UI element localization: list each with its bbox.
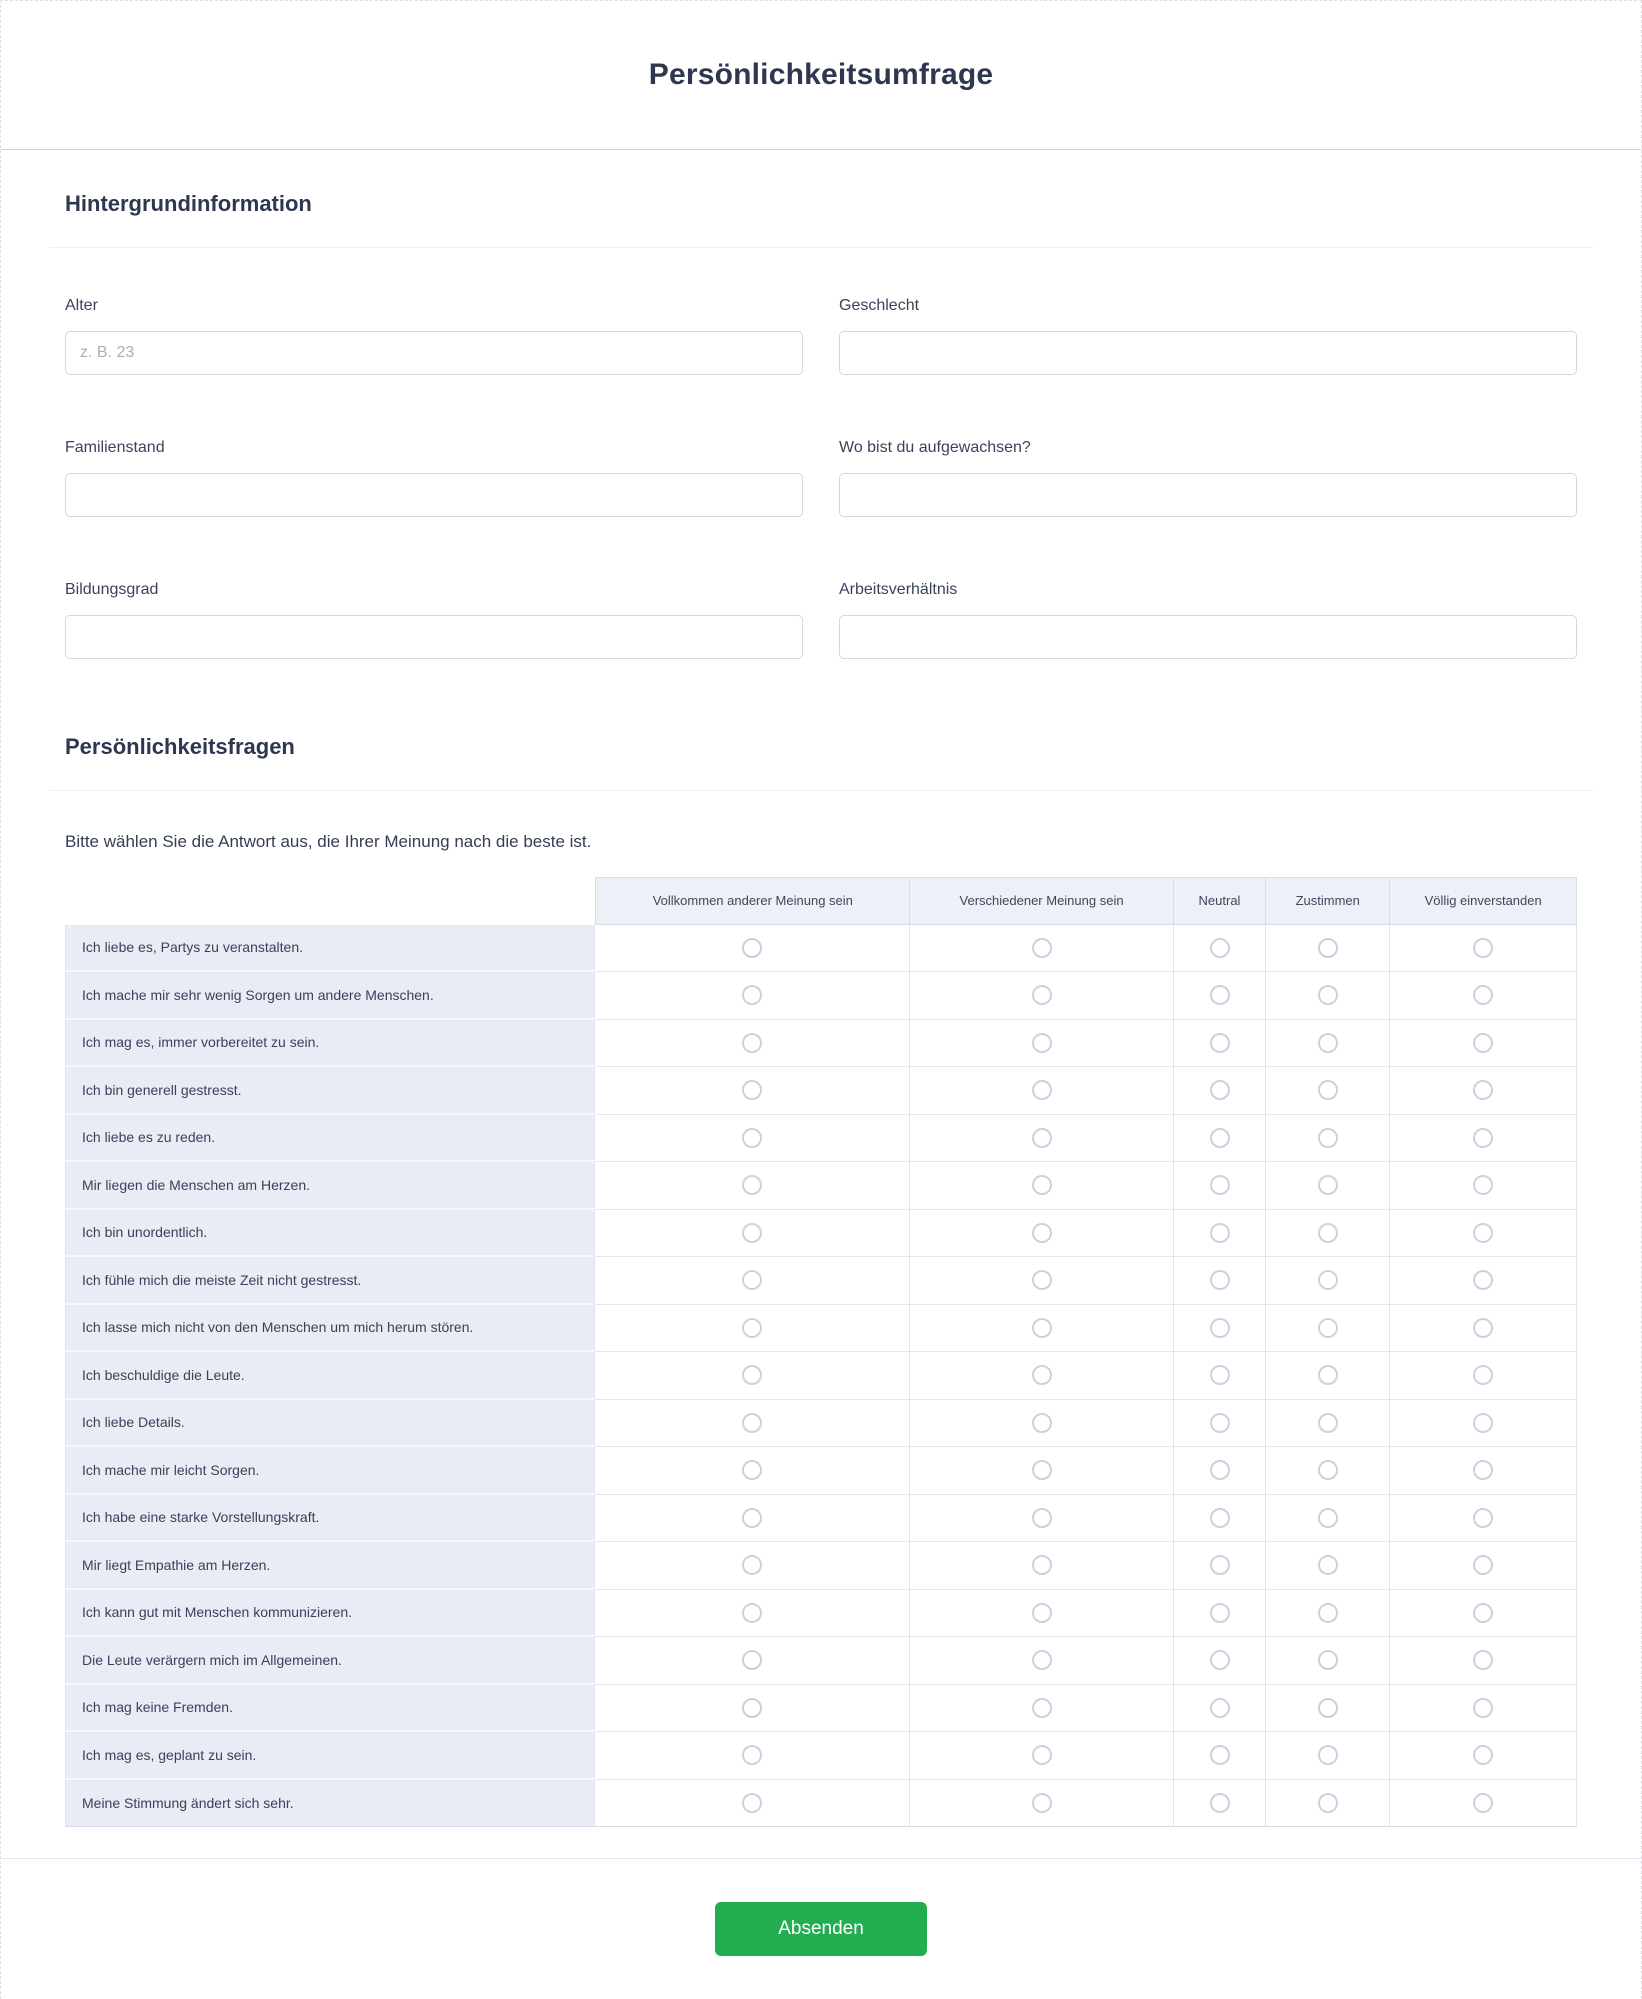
matrix-cell [595,1542,910,1590]
alter-input[interactable] [65,331,803,375]
matrix-cell [595,1637,910,1685]
matrix-cell [1266,1780,1390,1828]
radio-button-row6-col1[interactable] [742,1175,762,1195]
matrix-column-header: Neutral [1174,877,1266,925]
matrix-cell [1174,925,1266,973]
matrix-cell [1390,1590,1577,1638]
matrix-cell [595,1447,910,1495]
field-group-alter [65,296,803,375]
matrix-cell [1174,1162,1266,1210]
matrix-cell [1266,925,1390,973]
matrix-cell [1174,1590,1266,1638]
matrix-column-header: Völlig einverstanden [1390,877,1577,925]
matrix-statement: Meine Stimmung ändert sich sehr. [65,1780,595,1828]
radio-button-row11-col5[interactable] [1473,1413,1493,1433]
radio-button-row16-col4[interactable] [1318,1650,1338,1670]
matrix-column-header: Vollkommen anderer Meinung sein [595,877,910,925]
radio-button-row16-col5[interactable] [1473,1650,1493,1670]
matrix-cell [1174,1067,1266,1115]
matrix-cell [1390,1447,1577,1495]
matrix-cell [595,1162,910,1210]
matrix-cell [1174,1495,1266,1543]
radio-button-row17-col5[interactable] [1473,1698,1493,1718]
radio-button-row5-col2[interactable] [1032,1128,1052,1148]
field-group-wo-aufgewachsen [839,438,1577,517]
wo-aufgewachsen-input[interactable] [839,473,1577,517]
matrix-statement: Ich liebe es zu reden. [65,1115,595,1163]
matrix-column-header: Zustimmen [1266,877,1390,925]
matrix-statement: Ich lasse mich nicht von den Menschen um mich herum stören. [65,1305,595,1353]
radio-button-row8-col2[interactable] [1032,1270,1052,1290]
radio-button-row14-col2[interactable] [1032,1555,1052,1575]
form-footer [1,1858,1641,1999]
matrix-cell [595,1352,910,1400]
matrix-cell [910,1257,1174,1305]
matrix-cell [1174,1637,1266,1685]
radio-button-row8-col3[interactable] [1210,1270,1230,1290]
matrix-cell [910,1590,1174,1638]
radio-button-row16-col2[interactable] [1032,1650,1052,1670]
matrix-cell [1266,1257,1390,1305]
matrix-cell [595,1495,910,1543]
matrix-cell [1266,1115,1390,1163]
bildungsgrad-label: Bildungsgrad [65,581,159,598]
radio-button-row19-col3[interactable] [1210,1793,1230,1813]
matrix-cell [1174,1732,1266,1780]
matrix-cell [1174,1020,1266,1068]
radio-button-row14-col5[interactable] [1473,1555,1493,1575]
matrix-statement: Ich bin generell gestresst. [65,1067,595,1115]
radio-button-row18-col4[interactable] [1318,1745,1338,1765]
matrix-cell [1266,1400,1390,1448]
radio-button-row5-col3[interactable] [1210,1128,1230,1148]
radio-button-row19-col1[interactable] [742,1793,762,1813]
matrix-statement: Ich mag es, immer vorbereitet zu sein. [65,1020,595,1068]
matrix-column-header: Verschiedener Meinung sein [910,877,1174,925]
radio-button-row9-col1[interactable] [742,1318,762,1338]
matrix-cell [1266,1637,1390,1685]
radio-button-row3-col2[interactable] [1032,1033,1052,1053]
radio-button-row13-col5[interactable] [1473,1508,1493,1528]
matrix-cell [1266,1590,1390,1638]
alter-label: Alter [65,297,98,314]
matrix-cell [1174,1400,1266,1448]
matrix-cell [595,1257,910,1305]
radio-button-row17-col4[interactable] [1318,1698,1338,1718]
matrix-cell [1174,1542,1266,1590]
spacer [65,1827,1577,1858]
matrix-cell [1390,1257,1577,1305]
form-body [1,150,1641,1858]
radio-button-row11-col1[interactable] [742,1413,762,1433]
matrix-cell [1266,1020,1390,1068]
radio-button-row1-col3[interactable] [1210,938,1230,958]
radio-button-row6-col5[interactable] [1473,1175,1493,1195]
matrix-cell [910,1780,1174,1828]
matrix-cell [910,972,1174,1020]
matrix-cell [1390,1495,1577,1543]
arbeitsverhaeltnis-input[interactable] [839,615,1577,659]
matrix-statement: Ich beschuldige die Leute. [65,1352,595,1400]
matrix-cell [910,1400,1174,1448]
matrix-cell [1390,1542,1577,1590]
matrix-cell [910,1352,1174,1400]
matrix-cell [1390,1732,1577,1780]
radio-button-row15-col1[interactable] [742,1603,762,1623]
matrix-cell [1174,1115,1266,1163]
matrix-cell [910,1447,1174,1495]
matrix-cell [910,1637,1174,1685]
radio-button-row18-col3[interactable] [1210,1745,1230,1765]
radio-button-row17-col2[interactable] [1032,1698,1052,1718]
radio-button-row12-col5[interactable] [1473,1460,1493,1480]
radio-button-row10-col3[interactable] [1210,1365,1230,1385]
section-title-background: Hintergrundinformation [65,191,312,216]
radio-button-row4-col1[interactable] [742,1080,762,1100]
radio-button-row14-col4[interactable] [1318,1555,1338,1575]
radio-button-row3-col1[interactable] [742,1033,762,1053]
matrix-cell [1266,1685,1390,1733]
radio-button-row13-col4[interactable] [1318,1508,1338,1528]
radio-button-row19-col2[interactable] [1032,1793,1052,1813]
radio-button-row19-col4[interactable] [1318,1793,1338,1813]
radio-button-row8-col1[interactable] [742,1270,762,1290]
radio-button-row15-col4[interactable] [1318,1603,1338,1623]
radio-button-row7-col4[interactable] [1318,1223,1338,1243]
matrix-cell [1390,1067,1577,1115]
matrix-statement: Ich liebe es, Partys zu veranstalten. [65,925,595,973]
radio-button-row5-col4[interactable] [1318,1128,1338,1148]
matrix-statement: Ich mache mir leicht Sorgen. [65,1447,595,1495]
radio-button-row2-col2[interactable] [1032,985,1052,1005]
matrix-cell [1266,1732,1390,1780]
matrix-cell [1390,972,1577,1020]
matrix-cell [910,1210,1174,1258]
radio-button-row15-col3[interactable] [1210,1603,1230,1623]
matrix-cell [1390,1162,1577,1210]
matrix-cell [910,1305,1174,1353]
field-group-arbeitsverhaeltnis [839,580,1577,659]
section-title-personality: Persönlichkeitsfragen [65,734,295,759]
radio-button-row12-col1[interactable] [742,1460,762,1480]
matrix-cell [1174,1352,1266,1400]
radio-button-row19-col5[interactable] [1473,1793,1493,1813]
matrix-cell [1390,1210,1577,1258]
radio-button-row7-col2[interactable] [1032,1223,1052,1243]
matrix-cell [1390,1685,1577,1733]
radio-button-row6-col2[interactable] [1032,1175,1052,1195]
matrix-cell [595,1590,910,1638]
radio-button-row14-col3[interactable] [1210,1555,1230,1575]
matrix-cell [1174,1305,1266,1353]
field-group-familienstand [65,438,803,517]
radio-button-row15-col5[interactable] [1473,1603,1493,1623]
matrix-statement: Ich fühle mich die meiste Zeit nicht gestresst. [65,1257,595,1305]
matrix-cell [1266,1352,1390,1400]
radio-button-row1-col1[interactable] [742,938,762,958]
radio-button-row12-col3[interactable] [1210,1460,1230,1480]
matrix-cell [1174,1447,1266,1495]
bildungsgrad-input[interactable] [65,615,803,659]
matrix-statement: Ich liebe Details. [65,1400,595,1448]
radio-button-row11-col3[interactable] [1210,1413,1230,1433]
radio-button-row7-col5[interactable] [1473,1223,1493,1243]
familienstand-input[interactable] [65,473,803,517]
radio-button-row17-col1[interactable] [742,1698,762,1718]
matrix-statement: Ich mag keine Fremden. [65,1685,595,1733]
radio-button-row4-col4[interactable] [1318,1080,1338,1100]
matrix-statement: Mir liegt Empathie am Herzen. [65,1542,595,1590]
radio-button-row3-col4[interactable] [1318,1033,1338,1053]
matrix-cell [1390,1637,1577,1685]
radio-button-row13-col1[interactable] [742,1508,762,1528]
wo-aufgewachsen-label: Wo bist du aufgewachsen? [839,439,1031,456]
radio-button-row9-col2[interactable] [1032,1318,1052,1338]
matrix-cell [910,925,1174,973]
matrix-cell [595,1115,910,1163]
radio-button-row2-col3[interactable] [1210,985,1230,1005]
matrix-cell [595,1210,910,1258]
matrix-cell [910,1115,1174,1163]
matrix-cell [910,1162,1174,1210]
radio-button-row6-col4[interactable] [1318,1175,1338,1195]
radio-button-row9-col3[interactable] [1210,1318,1230,1338]
matrix-cell [1174,972,1266,1020]
matrix-cell [1174,1780,1266,1828]
matrix-cell [595,925,910,973]
matrix-cell [1266,1162,1390,1210]
matrix-cell [910,1495,1174,1543]
matrix-cell [910,1685,1174,1733]
geschlecht-label: Geschlecht [839,297,920,314]
radio-button-row16-col1[interactable] [742,1650,762,1670]
matrix-cell [1390,1780,1577,1828]
radio-button-row4-col2[interactable] [1032,1080,1052,1100]
radio-button-row1-col2[interactable] [1032,938,1052,958]
radio-button-row2-col1[interactable] [742,985,762,1005]
matrix-cell [595,1780,910,1828]
radio-button-row9-col5[interactable] [1473,1318,1493,1338]
radio-button-row10-col2[interactable] [1032,1365,1052,1385]
form-header [1,1,1641,150]
radio-button-row7-col1[interactable] [742,1223,762,1243]
matrix-statement: Die Leute verärgern mich im Allgemeinen. [65,1637,595,1685]
radio-button-row4-col3[interactable] [1210,1080,1230,1100]
radio-button-row12-col2[interactable] [1032,1460,1052,1480]
matrix-cell [1390,1115,1577,1163]
radio-button-row8-col5[interactable] [1473,1270,1493,1290]
matrix-cell [1266,1210,1390,1258]
radio-button-row15-col2[interactable] [1032,1603,1052,1623]
radio-button-row11-col4[interactable] [1318,1413,1338,1433]
matrix-cell [1174,1257,1266,1305]
geschlecht-input[interactable] [839,331,1577,375]
matrix-cell [910,1020,1174,1068]
radio-button-row5-col5[interactable] [1473,1128,1493,1148]
radio-button-row12-col4[interactable] [1318,1460,1338,1480]
matrix-cell [910,1542,1174,1590]
matrix-cell [1174,1210,1266,1258]
matrix-cell [1174,1685,1266,1733]
radio-button-row13-col3[interactable] [1210,1508,1230,1528]
radio-button-row14-col1[interactable] [742,1555,762,1575]
matrix-question-text: Bitte wählen Sie die Antwort aus, die Ihrer Meinung nach die beste ist. [65,832,592,851]
matrix-cell [1390,1400,1577,1448]
radio-button-row17-col3[interactable] [1210,1698,1230,1718]
matrix-cell [1390,1020,1577,1068]
radio-button-row9-col4[interactable] [1318,1318,1338,1338]
radio-button-row10-col4[interactable] [1318,1365,1338,1385]
radio-button-row2-col5[interactable] [1473,985,1493,1005]
familienstand-label: Familienstand [65,439,165,456]
radio-button-row16-col3[interactable] [1210,1650,1230,1670]
radio-button-row18-col1[interactable] [742,1745,762,1765]
arbeitsverhaeltnis-label: Arbeitsverhältnis [839,581,958,598]
matrix-cell [1266,1542,1390,1590]
matrix-cell [1390,1352,1577,1400]
matrix-cell [1390,925,1577,973]
radio-button-row7-col3[interactable] [1210,1223,1230,1243]
section-divider [49,247,1593,248]
matrix-cell [595,1685,910,1733]
matrix-corner-cell [65,877,595,925]
radio-button-row10-col1[interactable] [742,1365,762,1385]
section-divider [49,790,1593,791]
matrix-statement: Mir liegen die Menschen am Herzen. [65,1162,595,1210]
matrix-statement: Ich mache mir sehr wenig Sorgen um andere Menschen. [65,972,595,1020]
matrix-cell [1266,972,1390,1020]
radio-button-row4-col5[interactable] [1473,1080,1493,1100]
background-fields-grid [65,296,1577,659]
matrix-cell [910,1067,1174,1115]
matrix-cell [1266,1305,1390,1353]
matrix-cell [595,1020,910,1068]
matrix-cell [595,1732,910,1780]
radio-button-row6-col3[interactable] [1210,1175,1230,1195]
matrix-cell [595,1067,910,1115]
matrix-statement: Ich kann gut mit Menschen kommunizieren. [65,1590,595,1638]
personality-matrix [65,877,1577,1827]
radio-button-row18-col5[interactable] [1473,1745,1493,1765]
matrix-cell [1266,1447,1390,1495]
matrix-cell [910,1732,1174,1780]
field-group-bildungsgrad [65,580,803,659]
radio-button-row1-col4[interactable] [1318,938,1338,958]
field-group-geschlecht [839,296,1577,375]
matrix-statement: Ich habe eine starke Vorstellungskraft. [65,1495,595,1543]
matrix-cell [1266,1495,1390,1543]
radio-button-row18-col2[interactable] [1032,1745,1052,1765]
radio-button-row8-col4[interactable] [1318,1270,1338,1290]
radio-button-row10-col5[interactable] [1473,1365,1493,1385]
radio-button-row11-col2[interactable] [1032,1413,1052,1433]
radio-button-row3-col3[interactable] [1210,1033,1230,1053]
submit-button[interactable]: Absenden [715,1902,927,1956]
matrix-statement: Ich bin unordentlich. [65,1210,595,1258]
radio-button-row1-col5[interactable] [1473,938,1493,958]
radio-button-row3-col5[interactable] [1473,1033,1493,1053]
matrix-cell [595,1400,910,1448]
matrix-statement: Ich mag es, geplant zu sein. [65,1732,595,1780]
radio-button-row2-col4[interactable] [1318,985,1338,1005]
page-title: Persönlichkeitsumfrage [648,58,994,91]
matrix-cell [1390,1305,1577,1353]
radio-button-row13-col2[interactable] [1032,1508,1052,1528]
matrix-cell [595,972,910,1020]
radio-button-row5-col1[interactable] [742,1128,762,1148]
matrix-cell [595,1305,910,1353]
matrix-cell [1266,1067,1390,1115]
